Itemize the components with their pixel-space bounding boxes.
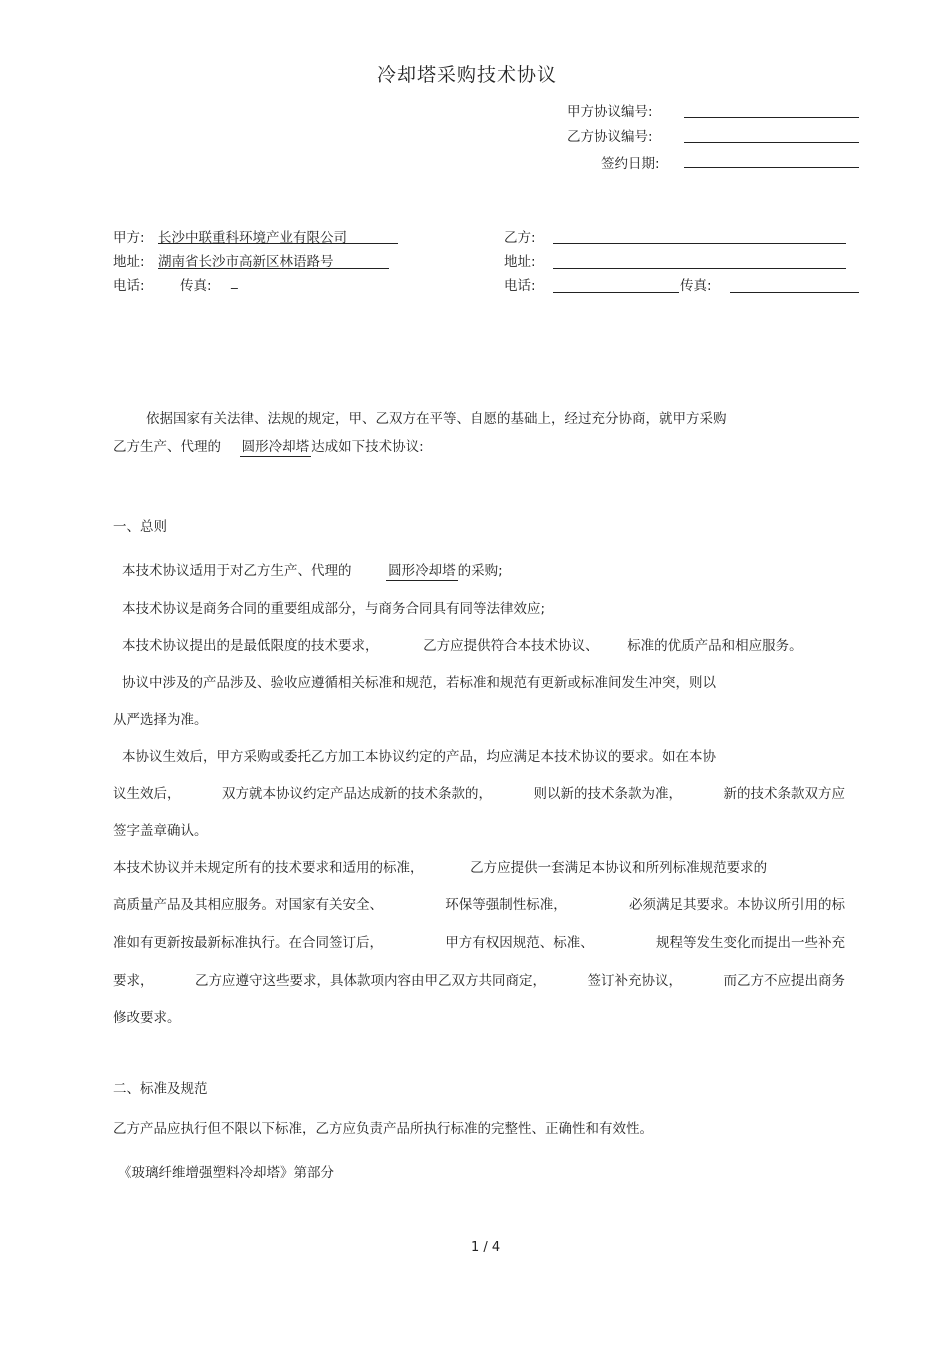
item-5-part-c: 则以新的技术条款为准， [533, 786, 682, 802]
party-a-phone-label: 电话: [113, 278, 145, 294]
party-a-name-underline [158, 243, 398, 244]
section-1-item-1 [122, 559, 503, 579]
section-1-item-6-line-3 [113, 931, 845, 951]
section-1-item-6-line-1 [113, 856, 767, 876]
item-3-part-c: 标准的优质产品和相应服务。 [627, 638, 803, 654]
party-b-label: 乙方: [504, 230, 536, 246]
party-b-address-label: 地址: [504, 254, 536, 270]
intro-product: 圆形冷却塔 [241, 439, 310, 455]
item-6-l3-part-c: 规程等发生变化而提出一些补充 [656, 935, 845, 951]
party-b-address-field[interactable] [553, 268, 846, 269]
item-5-part-d: 新的技术条款双方应 [723, 786, 845, 802]
item-6-l4-part-d: 而乙方不应提出商务 [723, 973, 845, 989]
intro-line-1: 依据国家有关法律、法规的规定，甲、乙双方在平等、自愿的基础上，经过充分协商，就甲方采购 [146, 411, 727, 427]
document-title: 冷却塔采购技术协议 [377, 64, 558, 86]
section-2-standard-1: 《玻璃纤维增强塑料冷却塔》第部分 [118, 1165, 334, 1181]
sign-date-field[interactable] [684, 167, 859, 168]
party-a-label: 甲方: [113, 230, 145, 246]
party-a-name: 长沙中联重科环境产业有限公司 [158, 230, 347, 246]
item-6-l1-part-a: 本技术协议并未规定所有的技术要求和适用的标准， [113, 860, 424, 876]
party-a-address: 湖南省长沙市高新区林语路号 [158, 254, 334, 270]
party-a-contract-number-field[interactable] [684, 117, 859, 118]
section-1-item-3 [122, 634, 803, 654]
party-b-fax-field[interactable] [730, 292, 859, 293]
section-2-line-1: 乙方产品应执行但不限以下标准，乙方应负责产品所执行标准的完整性、正确性和有效性。 [113, 1121, 653, 1137]
section-1-heading: 一、总则 [113, 519, 167, 535]
intro-prefix: 乙方生产、代理的 [113, 439, 221, 455]
party-a-address-label: 地址: [113, 254, 145, 270]
item-6-l1-part-b: 乙方应提供一套满足本协议和所列标准规范要求的 [470, 860, 768, 876]
section-1-item-4-line-1: 协议中涉及的产品涉及、验收应遵循相关标准和规范，若标准和规范有更新或标准间发生冲突，则以 [122, 675, 716, 691]
item-6-l2-part-c: 必须满足其要求。本协议所引用的标 [629, 897, 845, 913]
section-1-item-5-line-2 [113, 782, 845, 802]
item-3-part-a: 本技术协议提出的是最低限度的技术要求， [122, 638, 379, 654]
item-6-l4-part-b: 乙方应遵守这些要求，具体款项内容由甲乙双方共同商定， [195, 973, 546, 989]
section-1-item-5-line-3: 签字盖章确认。 [113, 823, 208, 839]
sign-date-label: 签约日期: [601, 156, 660, 172]
item-6-l3-part-b: 甲方有权因规范、标准、 [445, 935, 594, 951]
section-1-item-6-line-4 [113, 969, 845, 989]
item-1-suffix: 的采购; [457, 563, 503, 579]
item-1-product: 圆形冷却塔 [388, 563, 456, 579]
party-b-phone-field[interactable] [553, 292, 679, 293]
item-6-l2-part-a: 高质量产品及其相应服务。对国家有关安全、 [113, 897, 383, 913]
party-a-fax-value: _ [231, 274, 238, 290]
party-b-contract-number-field[interactable] [684, 142, 859, 143]
item-6-l2-part-b: 环保等强制性标准， [445, 897, 567, 913]
item-1-prefix: 本技术协议适用于对乙方生产、代理的 [122, 563, 352, 579]
section-1-item-6-line-5: 修改要求。 [113, 1010, 181, 1026]
section-2-heading: 二、标准及规范 [113, 1081, 208, 1097]
intro-line-2 [113, 435, 424, 455]
item-5-part-b: 双方就本协议约定产品达成新的技术条款的， [222, 786, 492, 802]
party-b-contract-number-label: 乙方协议编号: [567, 129, 653, 145]
page-number: 1 / 4 [471, 1240, 501, 1255]
party-b-name-field[interactable] [553, 243, 846, 244]
intro-suffix: 达成如下技术协议: [311, 439, 424, 455]
section-1-item-4-line-2: 从严选择为准。 [113, 712, 208, 728]
party-a-address-underline [158, 268, 389, 269]
item-6-l3-part-a: 准如有更新按最新标准执行。在合同签订后， [113, 935, 383, 951]
item-6-l4-part-c: 签订补充协议， [587, 973, 682, 989]
party-b-fax-label: 传真: [680, 278, 712, 294]
section-1-item-5-line-1: 本协议生效后，甲方采购或委托乙方加工本协议约定的产品，均应满足本技术协议的要求。如在本协 [122, 749, 716, 765]
party-b-phone-label: 电话: [504, 278, 536, 294]
item-6-l4-part-a: 要求， [113, 973, 154, 989]
section-1-item-6-line-2 [113, 893, 845, 913]
item-3-part-b: 乙方应提供符合本技术协议、 [423, 638, 599, 654]
party-a-fax-label: 传真: [180, 278, 212, 294]
party-a-contract-number-label: 甲方协议编号: [567, 104, 653, 120]
item-5-part-a: 议生效后， [113, 786, 181, 802]
section-1-item-2: 本技术协议是商务合同的重要组成部分，与商务合同具有同等法律效应; [122, 601, 546, 617]
